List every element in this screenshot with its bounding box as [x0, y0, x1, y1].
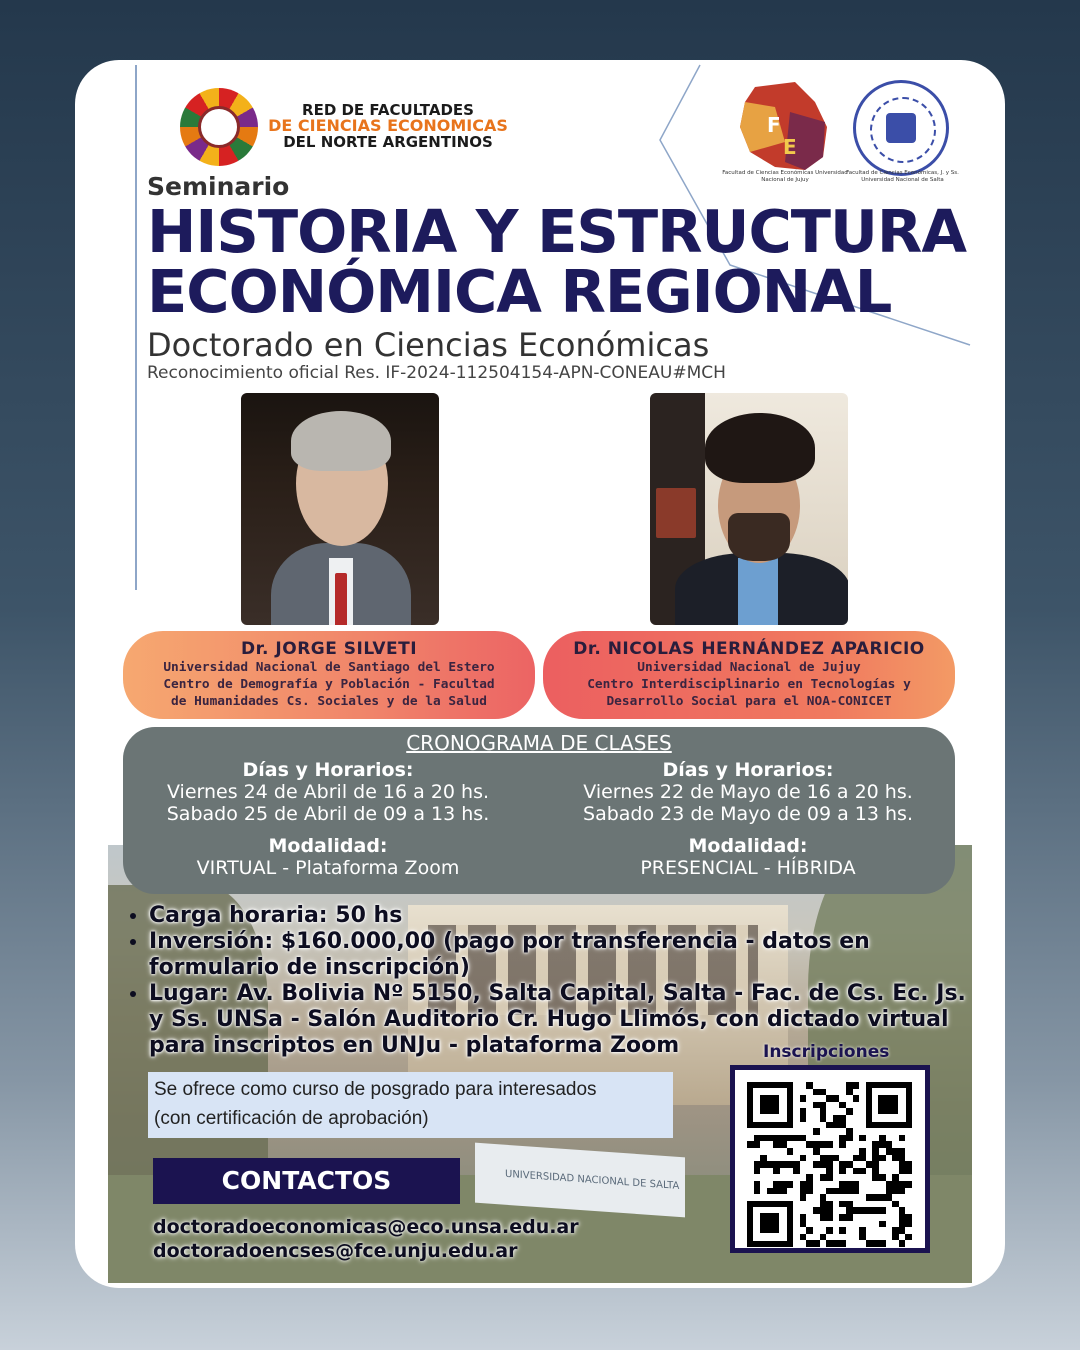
registration-label: Inscripciones: [763, 1042, 890, 1062]
speaker2-affiliation-1: Universidad Nacional de Jujuy: [637, 660, 861, 675]
page-title: [147, 197, 967, 326]
mode-label: Modalidad:: [268, 835, 388, 857]
red-facultades-logo: [180, 88, 258, 166]
email-link[interactable]: doctoradoeconomicas@eco.unsa.edu.ar: [153, 1216, 579, 1238]
speaker1-card: [123, 631, 535, 719]
svg-text:E: E: [783, 135, 797, 159]
red-line2: DE CIENCIAS ECONOMICAS: [268, 116, 508, 135]
schedule-column-2: [543, 759, 953, 879]
list-item: • Inversión: $160.000,00 (pago por transferencia - datos en formulario de inscripción): [149, 929, 967, 981]
unsa-caption: Facultad de Ciencias Económicas, J. y Ss. Universidad Nacional de Salta: [846, 170, 959, 183]
fce-unju-logo: [735, 82, 835, 172]
flyer-card: [75, 60, 1005, 1288]
red-facultades-wordmark: [263, 102, 513, 150]
speaker1-affiliation-3: de Humanidades Cs. Sociales y de la Salud: [171, 694, 487, 709]
postgrad-offer-box: [148, 1072, 673, 1138]
schedule-line: Sabado 25 de Abril de 09 a 13 hs.: [166, 803, 490, 825]
title-line2: ECONÓMICA REGIONAL: [147, 257, 892, 326]
details-list: [127, 903, 967, 1059]
mode-value: PRESENCIAL - HÍBRIDA: [640, 857, 856, 879]
mode-label: Modalidad:: [688, 835, 808, 857]
offer-line2: (con certificación de aprobación): [154, 1108, 429, 1129]
contact-emails: [153, 1215, 579, 1263]
red-line3: DEL NORTE ARGENTINOS: [283, 133, 493, 151]
program-subtitle: Doctorado en Ciencias Económicas: [147, 326, 710, 364]
speaker1-affiliation-2: Centro de Demografía y Población - Facultad: [163, 677, 495, 692]
offer-line1: Se ofrece como curso de posgrado para interesados: [154, 1079, 597, 1100]
list-item: • Lugar: Av. Bolivia Nº 5150, Salta Capital, Salta - Fac. de Cs. Ec. Js. y Ss. UNSa - Salón Auditorio Cr. Hugo Llimós, con dictado virtual para inscriptos en UNJu - plataforma Zoom: [149, 981, 967, 1059]
speaker1-affiliation-1: Universidad Nacional de Santiago del Estero: [163, 660, 495, 675]
unsa-logo: [853, 80, 949, 176]
qr-code-icon[interactable]: [735, 1070, 925, 1248]
recognition-text: Reconocimiento oficial Res. IF-2024-112504154-APN-CONEAU#MCH: [147, 363, 726, 383]
list-item: • Carga horaria: 50 hs: [149, 903, 967, 929]
mode-value: VIRTUAL - Plataforma Zoom: [196, 857, 460, 879]
svg-text:F: F: [767, 113, 781, 137]
days-label: Días y Horarios:: [662, 759, 834, 781]
schedule-panel: [123, 727, 955, 894]
schedule-column-1: [123, 759, 533, 879]
title-line1: HISTORIA Y ESTRUCTURA: [147, 197, 967, 266]
fce-caption: Facultad de Ciencias Económicas Universidad Nacional de Jujuy: [722, 170, 848, 183]
speaker1-photo: [241, 393, 439, 625]
contacts-heading: CONTACTOS: [153, 1158, 460, 1204]
registration-qr-frame[interactable]: [730, 1065, 930, 1253]
schedule-line: Sabado 23 de Mayo de 09 a 13 hs.: [583, 803, 913, 825]
speaker2-affiliation-2: Centro Interdisciplinario en Tecnologías y: [587, 677, 911, 692]
speaker1-name: Dr. JORGE SILVETI: [240, 639, 418, 659]
email-link[interactable]: doctoradoencses@fce.unju.edu.ar: [153, 1240, 518, 1262]
left-accent-line: [135, 65, 137, 590]
seminar-kicker: Seminario: [147, 172, 290, 201]
university-sign-text: UNIVERSIDAD NACIONAL DE SALTA: [505, 1168, 680, 1192]
red-line1: RED DE FACULTADES: [302, 101, 474, 119]
speaker2-name: Dr. NICOLAS HERNÁNDEZ APARICIO: [573, 639, 925, 659]
schedule-line: Viernes 24 de Abril de 16 a 20 hs.: [166, 781, 490, 803]
days-label: Días y Horarios:: [242, 759, 414, 781]
schedule-title: CRONOGRAMA DE CLASES: [406, 731, 672, 755]
speaker2-photo: [650, 393, 848, 625]
speaker2-affiliation-3: Desarrollo Social para el NOA-CONICET: [606, 694, 892, 709]
speaker2-card: [543, 631, 955, 719]
schedule-line: Viernes 22 de Mayo de 16 a 20 hs.: [583, 781, 913, 803]
